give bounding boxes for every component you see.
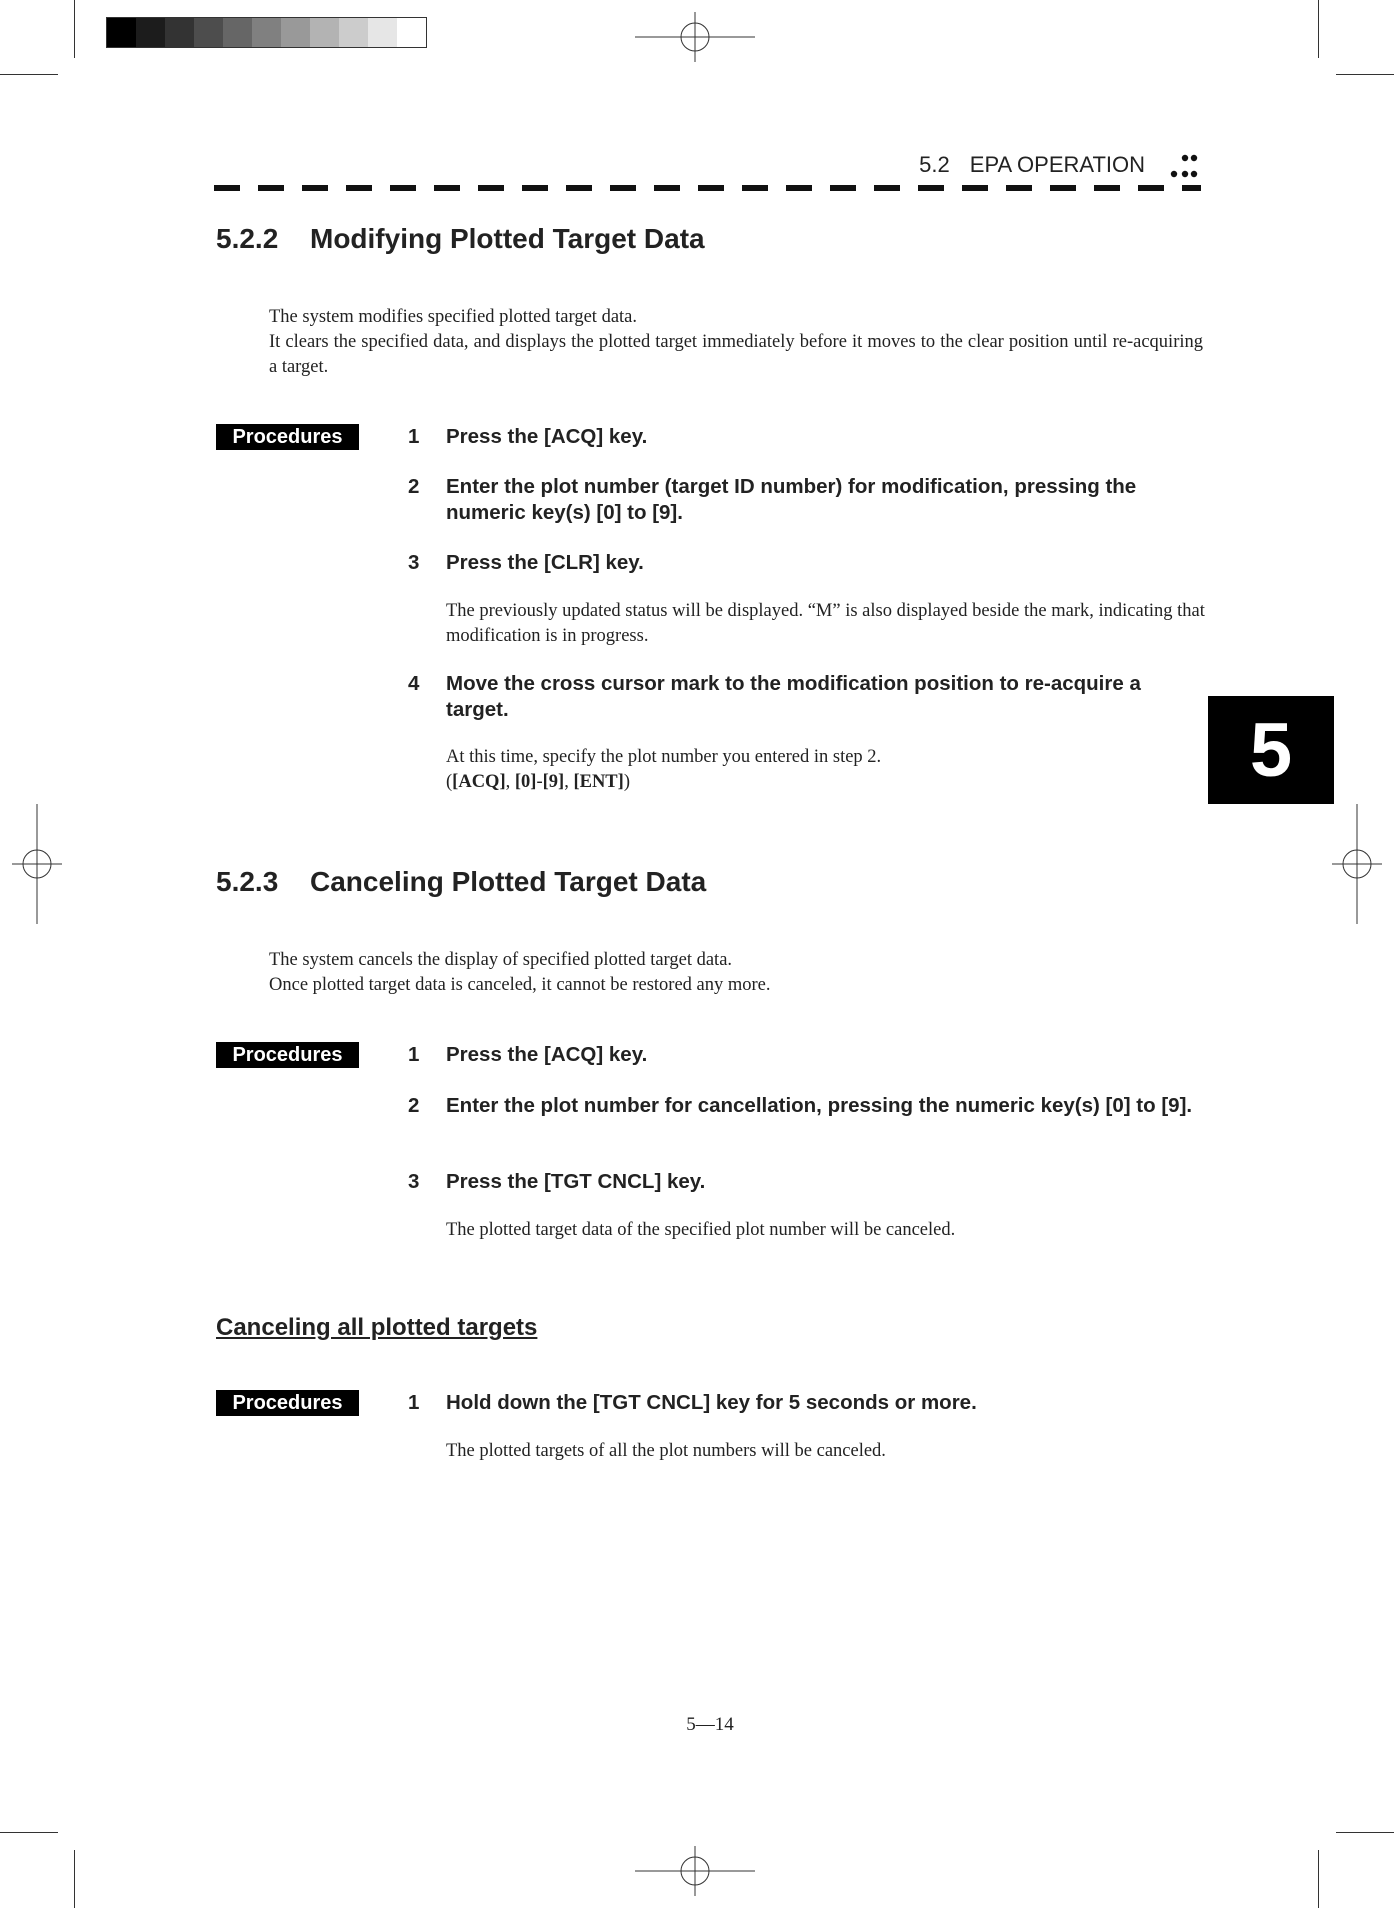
section-heading: Modifying Plotted Target Data <box>310 223 705 254</box>
crop-mark <box>1318 1850 1319 1908</box>
step-number: 1 <box>408 1391 420 1414</box>
crop-mark <box>1318 0 1319 58</box>
step-note: The plotted target data of the specified plot number will be canceled. <box>446 1220 956 1240</box>
crop-mark <box>74 0 75 58</box>
section-number: 5.2.2 <box>216 223 279 254</box>
procedure-step <box>408 474 1204 526</box>
crop-mark <box>1336 74 1394 75</box>
step-number: 1 <box>408 1043 420 1066</box>
step-number: 2 <box>408 475 420 498</box>
page-number: 5—14 <box>686 1714 734 1735</box>
procedure-step <box>408 1169 1204 1195</box>
step-note: The previously updated status will be displayed. “M” is also displayed beside the mark, indicating that modification is in progress. <box>446 601 1205 646</box>
step-number: 3 <box>408 1170 420 1193</box>
intro-line: The system cancels the display of specified plotted target data. <box>269 950 733 970</box>
header-dashed-rule <box>214 185 1201 191</box>
step-text: Enter the plot number (target ID number) for modification, pressing the numeric key(s) [0] to [9]. <box>446 475 1137 524</box>
procedure-step <box>408 1042 1204 1068</box>
step-number: 2 <box>408 1094 420 1117</box>
step-number: 4 <box>408 672 420 695</box>
procedures-badge: Procedures <box>216 1390 359 1416</box>
grayscale-calibration-bar <box>106 17 427 48</box>
intro-line: Once plotted target data is canceled, it cannot be restored any more. <box>269 975 771 995</box>
section-intro <box>269 305 1203 380</box>
section-title-5-2-2 <box>216 223 705 255</box>
section-number: 5.2.3 <box>216 866 279 897</box>
crop-mark <box>0 74 58 75</box>
step-number: 1 <box>408 425 420 448</box>
step-text: Hold down the [TGT CNCL] key for 5 seconds or more. <box>446 1391 977 1414</box>
chapter-tab: 5 <box>1208 696 1334 804</box>
header-section-name: EPA OPERATION <box>969 152 1145 177</box>
procedure-step <box>408 550 1204 576</box>
step-text: Press the [CLR] key. <box>446 551 644 574</box>
key-ent: [ENT] <box>573 772 624 792</box>
step-number: 3 <box>408 551 420 574</box>
step-note: The plotted targets of all the plot numbers will be canceled. <box>446 1441 886 1461</box>
step-text: Press the [TGT CNCL] key. <box>446 1170 706 1193</box>
running-header <box>860 152 1145 178</box>
registration-mark-bottom <box>635 1846 755 1896</box>
registration-mark-top <box>635 12 755 62</box>
section-heading: Canceling Plotted Target Data <box>310 866 707 897</box>
key-sequence: ([ACQ], [0]-[9], [ENT]) <box>446 772 630 792</box>
procedure-step <box>408 1093 1204 1119</box>
procedure-step <box>408 424 1204 450</box>
procedures-badge: Procedures <box>216 424 359 450</box>
procedure-step <box>408 1390 1204 1416</box>
crop-mark <box>0 1832 58 1833</box>
key-acq: [ACQ] <box>452 772 506 792</box>
section-title-5-2-3 <box>216 866 706 898</box>
intro-line: The system modifies specified plotted target data. <box>269 307 638 327</box>
procedure-step <box>408 671 1204 723</box>
intro-line: It clears the specified data, and displays the plotted target immediately before it moves to the clear position until re-acquiring a target. <box>269 332 1203 377</box>
registration-mark-left <box>12 804 62 924</box>
header-section-ref: 5.2 <box>919 152 950 177</box>
crop-mark <box>74 1850 75 1908</box>
registration-mark-right <box>1332 804 1382 924</box>
key-9: [9] <box>542 772 565 792</box>
step-text: Press the [ACQ] key. <box>446 425 648 448</box>
crop-mark <box>1336 1832 1394 1833</box>
step-text: Enter the plot number for cancellation, pressing the numeric key(s) [0] to [9]. <box>446 1094 1193 1117</box>
dots-ornament-icon <box>1168 152 1200 182</box>
step-text: Move the cross cursor mark to the modification position to re-acquire a target. <box>446 672 1141 721</box>
section-intro <box>269 948 1203 998</box>
step-text: Press the [ACQ] key. <box>446 1043 648 1066</box>
procedures-badge: Procedures <box>216 1042 359 1068</box>
subheading-cancel-all: Canceling all plotted targets <box>216 1314 538 1341</box>
step-note: At this time, specify the plot number you entered in step 2. ([ACQ], [0]-[9], [ENT]) <box>446 745 1206 795</box>
key-0: [0] <box>514 772 537 792</box>
